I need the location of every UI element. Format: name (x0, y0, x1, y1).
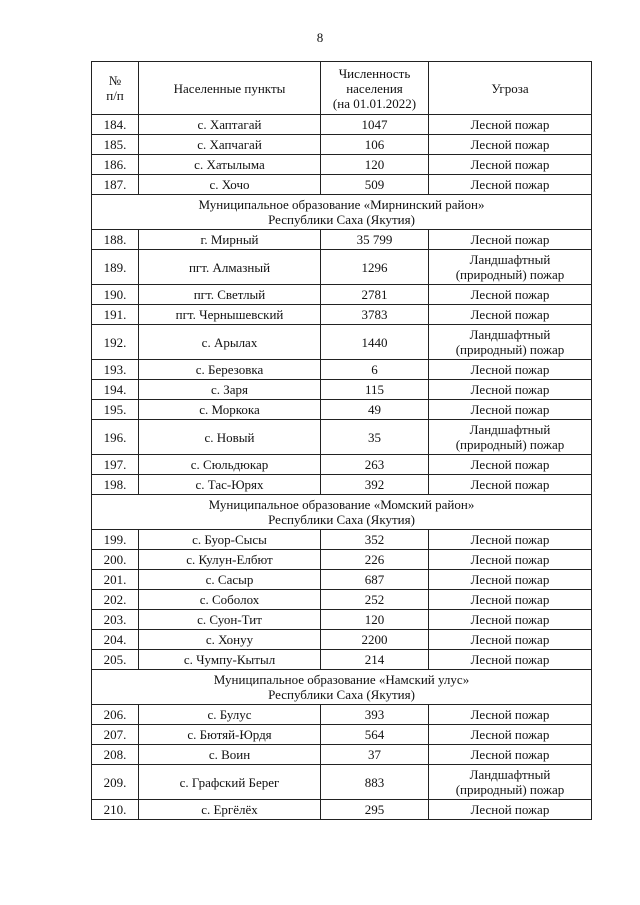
population-value: 1296 (321, 250, 429, 285)
threat-line: Лесной пожар (470, 232, 550, 247)
threat-line: Лесной пожар (470, 117, 550, 132)
population-value: 2781 (321, 285, 429, 305)
table-row (92, 250, 592, 285)
settlement-name: с. Воин (139, 745, 321, 765)
threat-line: Лесной пожар (470, 592, 550, 607)
threat-cell (429, 360, 592, 380)
threat-line: (природный) пожар (455, 267, 565, 282)
population-value: 115 (321, 380, 429, 400)
settlement-name: с. Хапчагай (139, 135, 321, 155)
population-value: 252 (321, 590, 429, 610)
row-number: 209. (92, 765, 139, 800)
threat-line: Лесной пожар (470, 612, 550, 627)
threat-cell (429, 230, 592, 250)
settlement-name: с. Хочо (139, 175, 321, 195)
table-row (92, 455, 592, 475)
threat-line: Ландшафтный (469, 767, 551, 782)
table-row (92, 135, 592, 155)
settlement-name: с. Соболох (139, 590, 321, 610)
header-settlement: Населенные пункты (139, 62, 321, 115)
row-number: 187. (92, 175, 139, 195)
row-number: 186. (92, 155, 139, 175)
threat-line: Лесной пожар (470, 362, 550, 377)
table-row (92, 285, 592, 305)
population-value: 3783 (321, 305, 429, 325)
threat-line: Лесной пожар (470, 802, 550, 817)
row-number: 204. (92, 630, 139, 650)
header-population-line: (на 01.01.2022) (332, 95, 417, 111)
settlement-name: пгт. Светлый (139, 285, 321, 305)
threat-cell (429, 650, 592, 670)
threat-line: Лесной пожар (470, 747, 550, 762)
population-value: 2200 (321, 630, 429, 650)
population-value: 1047 (321, 115, 429, 135)
threat-cell (429, 745, 592, 765)
population-value: 37 (321, 745, 429, 765)
table-row (92, 800, 592, 820)
population-value: 6 (321, 360, 429, 380)
table-row (92, 765, 592, 800)
row-number: 194. (92, 380, 139, 400)
section-title-line: Муниципальное образование «Момский район» (208, 497, 475, 512)
threat-cell (429, 175, 592, 195)
row-number: 189. (92, 250, 139, 285)
threat-cell (429, 705, 592, 725)
table-row (92, 610, 592, 630)
settlement-name: с. Ергёлёх (139, 800, 321, 820)
threat-cell (429, 115, 592, 135)
settlement-name: с. Арылах (139, 325, 321, 360)
row-number: 202. (92, 590, 139, 610)
threat-line: Лесной пожар (470, 137, 550, 152)
table-row (92, 115, 592, 135)
threat-cell (429, 800, 592, 820)
settlement-name: с. Чумпу-Кытыл (139, 650, 321, 670)
threat-line: Лесной пожар (470, 457, 550, 472)
section-title (92, 670, 592, 705)
table-row (92, 725, 592, 745)
header-number-line: п/п (106, 88, 124, 103)
section-title-line: Республики Саха (Якутия) (268, 512, 415, 527)
row-number: 201. (92, 570, 139, 590)
row-number: 197. (92, 455, 139, 475)
settlement-name: пгт. Чернышевский (139, 305, 321, 325)
table-row (92, 650, 592, 670)
population-value: 49 (321, 400, 429, 420)
section-title-line: Республики Саха (Якутия) (268, 212, 415, 227)
row-number: 200. (92, 550, 139, 570)
population-value: 687 (321, 570, 429, 590)
table-row (92, 570, 592, 590)
population-value: 352 (321, 530, 429, 550)
page-number: 8 (316, 30, 324, 45)
threat-line: (природный) пожар (455, 782, 565, 797)
settlement-name: г. Мирный (139, 230, 321, 250)
section-row (92, 195, 592, 230)
threat-cell (429, 250, 592, 285)
section-row (92, 495, 592, 530)
settlements-table (91, 61, 592, 820)
section-title-line: Муниципальное образование «Намский улус» (213, 672, 470, 687)
settlement-name: с. Буор-Сысы (139, 530, 321, 550)
threat-cell (429, 400, 592, 420)
settlement-name: пгт. Алмазный (139, 250, 321, 285)
population-value: 226 (321, 550, 429, 570)
threat-cell (429, 570, 592, 590)
threat-line: (природный) пожар (455, 437, 565, 452)
row-number: 195. (92, 400, 139, 420)
row-number: 191. (92, 305, 139, 325)
header-number (92, 62, 139, 115)
row-number: 190. (92, 285, 139, 305)
header-number-line: № (108, 73, 122, 88)
threat-cell (429, 305, 592, 325)
table-row (92, 530, 592, 550)
threat-cell (429, 380, 592, 400)
row-number: 185. (92, 135, 139, 155)
settlement-name: с. Хатылыма (139, 155, 321, 175)
threat-line: Лесной пожар (470, 402, 550, 417)
threat-line: Лесной пожар (470, 632, 550, 647)
population-value: 1440 (321, 325, 429, 360)
threat-line: Лесной пожар (470, 552, 550, 567)
settlement-name: с. Тас-Юрях (139, 475, 321, 495)
threat-cell (429, 325, 592, 360)
population-value: 106 (321, 135, 429, 155)
table-row (92, 400, 592, 420)
header-population (321, 62, 429, 115)
threat-line: Лесной пожар (470, 177, 550, 192)
table-row (92, 550, 592, 570)
section-row (92, 670, 592, 705)
threat-cell (429, 455, 592, 475)
population-value: 509 (321, 175, 429, 195)
section-title-line: Республики Саха (Якутия) (268, 687, 415, 702)
settlement-name: с. Кулун-Елбют (139, 550, 321, 570)
row-number: 192. (92, 325, 139, 360)
section-title (92, 495, 592, 530)
threat-cell (429, 630, 592, 650)
row-number: 206. (92, 705, 139, 725)
table-row (92, 420, 592, 455)
settlement-name: с. Бютяй-Юрдя (139, 725, 321, 745)
threat-cell (429, 590, 592, 610)
settlement-name: с. Заря (139, 380, 321, 400)
threat-line: Лесной пожар (470, 477, 550, 492)
header-threat: Угроза (429, 62, 592, 115)
population-value: 263 (321, 455, 429, 475)
row-number: 193. (92, 360, 139, 380)
table-row (92, 475, 592, 495)
table-row (92, 745, 592, 765)
threat-line: Лесной пожар (470, 157, 550, 172)
row-number: 188. (92, 230, 139, 250)
row-number: 207. (92, 725, 139, 745)
row-number: 196. (92, 420, 139, 455)
threat-cell (429, 420, 592, 455)
threat-line: Лесной пожар (470, 287, 550, 302)
row-number: 184. (92, 115, 139, 135)
threat-line: (природный) пожар (455, 342, 565, 357)
threat-cell (429, 765, 592, 800)
row-number: 198. (92, 475, 139, 495)
population-value: 295 (321, 800, 429, 820)
table-row (92, 230, 592, 250)
population-value: 883 (321, 765, 429, 800)
threat-line: Ландшафтный (469, 252, 551, 267)
threat-cell (429, 475, 592, 495)
threat-cell (429, 530, 592, 550)
settlement-name: с. Суон-Тит (139, 610, 321, 630)
row-number: 199. (92, 530, 139, 550)
table-row (92, 305, 592, 325)
threat-line: Лесной пожар (470, 532, 550, 547)
threat-cell (429, 135, 592, 155)
table-row (92, 705, 592, 725)
population-value: 392 (321, 475, 429, 495)
row-number: 208. (92, 745, 139, 765)
settlement-name: с. Моркока (139, 400, 321, 420)
settlement-name: с. Хаптагай (139, 115, 321, 135)
table-row (92, 325, 592, 360)
table-header-row (92, 62, 592, 115)
population-value: 564 (321, 725, 429, 745)
threat-line: Ландшафтный (469, 422, 551, 437)
row-number: 210. (92, 800, 139, 820)
threat-cell (429, 285, 592, 305)
settlement-name: с. Новый (139, 420, 321, 455)
table-row (92, 175, 592, 195)
table-row (92, 155, 592, 175)
population-value: 120 (321, 155, 429, 175)
section-title (92, 195, 592, 230)
row-number: 205. (92, 650, 139, 670)
threat-line: Лесной пожар (470, 652, 550, 667)
section-title-line: Муниципальное образование «Мирнинский район» (198, 197, 485, 212)
threat-cell (429, 550, 592, 570)
table-row (92, 360, 592, 380)
population-value: 120 (321, 610, 429, 630)
table-row (92, 630, 592, 650)
settlement-name: с. Хонуу (139, 630, 321, 650)
threat-line: Лесной пожар (470, 307, 550, 322)
population-value: 35 799 (321, 230, 429, 250)
table-row (92, 590, 592, 610)
row-number: 203. (92, 610, 139, 630)
settlement-name: с. Сюльдюкар (139, 455, 321, 475)
threat-cell (429, 155, 592, 175)
population-value: 214 (321, 650, 429, 670)
threat-line: Лесной пожар (470, 382, 550, 397)
population-value: 35 (321, 420, 429, 455)
settlement-name: с. Березовка (139, 360, 321, 380)
settlement-name: с. Сасыр (139, 570, 321, 590)
table-row (92, 380, 592, 400)
threat-line: Лесной пожар (470, 727, 550, 742)
header-population-line: Численность (338, 65, 411, 81)
threat-cell (429, 610, 592, 630)
threat-line: Лесной пожар (470, 707, 550, 722)
header-population-line: населения (346, 80, 403, 96)
settlement-name: с. Булус (139, 705, 321, 725)
population-value: 393 (321, 705, 429, 725)
table-body (92, 115, 592, 820)
threat-line: Лесной пожар (470, 572, 550, 587)
settlement-name: с. Графский Берег (139, 765, 321, 800)
threat-line: Ландшафтный (469, 327, 551, 342)
threat-cell (429, 725, 592, 745)
